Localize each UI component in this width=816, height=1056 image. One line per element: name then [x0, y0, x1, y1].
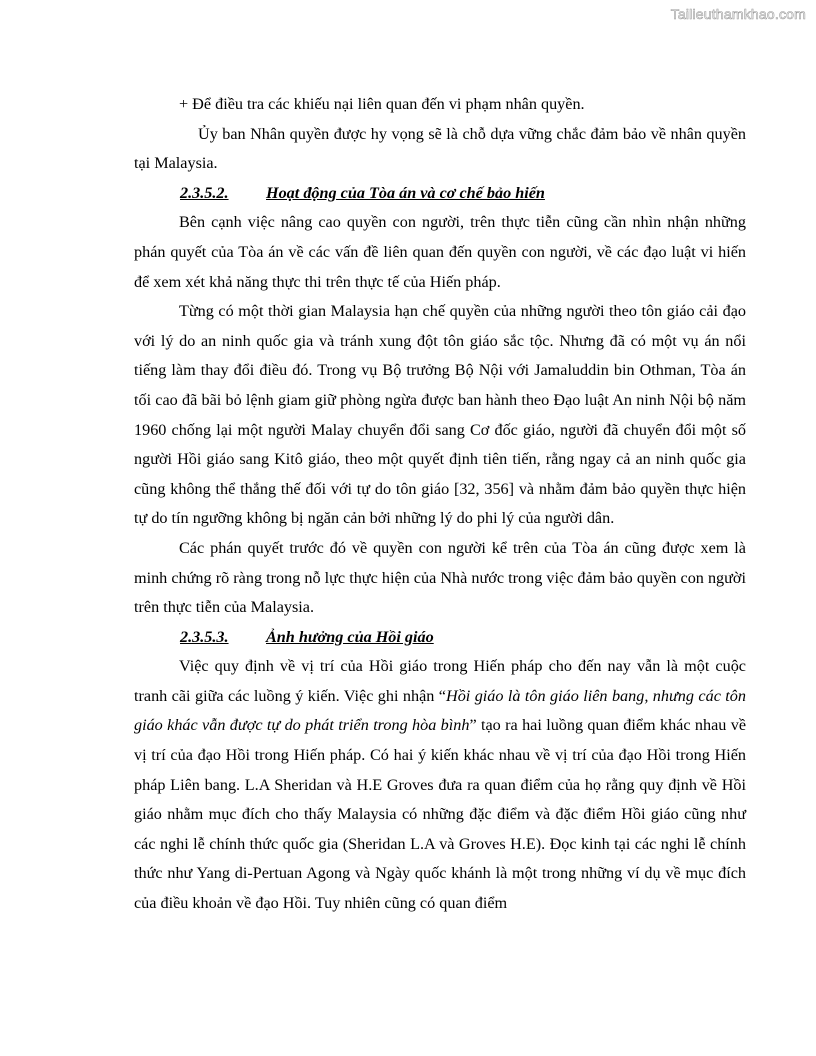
paragraph-court-rulings: Bên cạnh việc nâng cao quyền con người, trên thực tiễn cũng cần nhìn nhận những phán quyết của Tòa án về các vấn đề liên quan đến quyền con người, về các đạo luật vi hiến để xem xét khả năng thực thi trên thực tế của Hiến pháp. [134, 213, 746, 291]
site-watermark: Tailieuthamkhao.com [670, 6, 806, 22]
section-number: 2.3.5.3. [180, 627, 229, 646]
section-title: Hoạt động của Tòa án và cơ chế bảo hiến [266, 183, 545, 202]
paragraph-religious-conversion-case: Từng có một thời gian Malaysia hạn chế quyền của những người theo tôn giáo cải đạo với lý do an ninh quốc gia và tránh xung đột tôn giáo sắc tộc. Nhưng đã có một vụ án nổi tiếng làm thay đổi điều đó. Trong vụ Bộ trưởng Bộ Nội với Jamaluddin bin Othman, Tòa án tối cao đã bãi bỏ lệnh giam giữ phòng ngừa được ban hành theo Đạo luật An ninh Nội bộ năm 1960 chống lại một người Malay chuyển đổi sang Cơ đốc giáo, người đã chuyển đổi một số người Hồi giáo sang Kitô giáo, theo một quyết định tiên tiến, rằng ngay cả an ninh quốc gia cũng không thể thắng thế đối với tự do tôn giáo [32, 356] và nhằm đảm bảo quyền thực hiện tự do tín ngưỡng không bị ngăn cản bởi những lý do phi lý của người dân. [134, 302, 746, 528]
paragraph-text-part: Việc quy định về vị trí của Hồi giáo trong Hiến pháp cho đến nay vẫn là một cuộc tranh cãi giữa các luồng ý kiến. Việc ghi nhận “ [134, 657, 746, 705]
paragraph-islam-influence [134, 652, 746, 918]
constitution-quote: Hồi giáo là tôn giáo liên bang, nhưng các tôn giáo khác vẫn được tự do phát triển trong hòa bình [134, 686, 746, 735]
paragraph-text-part: ” tạo ra hai luồng quan điểm khác nhau về vị trí của đạo Hồi trong Hiến pháp. Có hai ý kiến khác nhau về vị trí của đạo Hồi trong Hiến pháp Liên bang. L.A Sheridan và H.E Groves đưa ra quan điểm của họ rằng quy định về Hồi giáo nhằm mục đích cho thấy Malaysia có những đặc điểm và đặc điểm Hồi giáo cũng như các nghi lễ chính thức quốc gia (Sheridan L.A và Groves H.E). Đọc kinh tại các nghi lễ chính thức như Yang di-Pertuan Agong và Ngày quốc khánh là một trong những ví dụ về mục đích của điều khoản về đạo Hồi. Tuy nhiên cũng có quan điểm [134, 716, 746, 913]
section-number: 2.3.5.2. [180, 183, 229, 202]
section-title: Ảnh hưởng của Hồi giáo [266, 627, 434, 646]
paragraph-commission: Ủy ban Nhân quyền được hy vọng sẽ là chỗ dựa vững chắc đảm bảo về nhân quyền tại Malaysia. [134, 124, 746, 173]
document-body [134, 90, 746, 919]
paragraph-previous-rulings: Các phán quyết trước đó về quyền con người kể trên của Tòa án cũng được xem là minh chứng rõ ràng trong nỗ lực thực hiện của Nhà nước trong việc đảm bảo quyền con người trên thực tiễn của Malaysia. [134, 538, 746, 617]
paragraph-bullet: + Để điều tra các khiếu nại liên quan đến vi phạm nhân quyền. [179, 95, 585, 113]
section-heading-2-3-5-2 [134, 179, 746, 209]
section-heading-2-3-5-3 [134, 623, 746, 653]
